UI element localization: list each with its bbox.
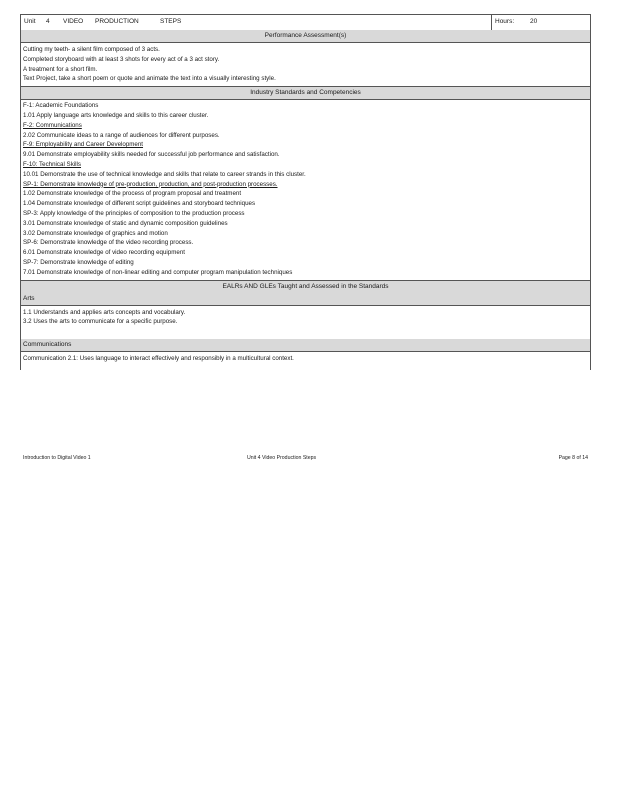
standard-foundation: F-1: Academic Foundations	[23, 102, 99, 110]
unit-table	[20, 14, 591, 370]
footer-course: Introduction to Digital Video 1	[23, 455, 91, 461]
standard-item: 9.01 Demonstrate employability skills needed for successful job performance and satisfaction.	[23, 151, 280, 159]
ealr-item: Communication 2.1: Uses language to interact effectively and responsibly in a multicultural context.	[23, 354, 294, 362]
standard-sp: SP-1: Demonstrate knowledge of pre-production, production, and post-production processes.	[23, 180, 278, 188]
arts-list	[21, 305, 590, 339]
performance-item: A treatment for a short film.	[23, 65, 98, 73]
unit-header-row	[21, 15, 590, 30]
standard-item: 10.01 Demonstrate the use of technical knowledge and skills that relate to career strands in this cluster.	[23, 170, 306, 178]
standard-foundation: F-10: Technical Skills	[23, 160, 82, 168]
unit-title-word-2: PRODUCTION	[95, 18, 139, 25]
hours-cell	[491, 15, 592, 30]
ealr-item: 1.1 Understands and applies arts concepts and vocabulary.	[23, 308, 186, 316]
performance-item: Completed storyboard with at least 3 shots for every act of a 3 act story.	[23, 55, 220, 63]
standard-item: 3.02 Demonstrate knowledge of graphics and motion	[23, 229, 168, 237]
standard-item: 1.04 Demonstrate knowledge of different script guidelines and storyboard techniques	[23, 200, 256, 208]
footer-page-number: Page 8 of 14	[558, 455, 588, 461]
standard-item: 1.01 Apply language arts knowledge and skills to this career cluster.	[23, 111, 209, 119]
hours-label: Hours:	[495, 18, 515, 25]
hours-value: 20	[530, 18, 538, 25]
standard-item: 6.01 Demonstrate knowledge of video recording equipment	[23, 249, 186, 257]
industry-list	[21, 100, 590, 279]
performance-list	[21, 43, 590, 86]
performance-item: Cutting my teeth- a silent film composed of 3 acts.	[23, 46, 160, 53]
unit-label: Unit	[24, 18, 36, 25]
standard-item: 1.02 Demonstrate knowledge of the process of program proposal and treatment	[23, 190, 242, 198]
communications-heading: Communications	[21, 339, 590, 352]
arts-heading: Arts	[21, 293, 590, 305]
performance-heading: Performance Assessment(s)	[21, 30, 590, 43]
document-page	[20, 14, 591, 370]
standard-foundation: F-9: Employability and Career Development	[23, 141, 144, 149]
footer-unit: Unit 4 Video Production Steps	[247, 455, 317, 461]
unit-title-word-1: VIDEO	[63, 18, 84, 25]
standard-item: 3.01 Demonstrate knowledge of static and dynamic composition guidelines	[23, 219, 228, 227]
standard-item: 2.02 Communicate ideas to a range of audiences for different purposes.	[23, 131, 220, 139]
unit-title-word-3: STEPS	[160, 18, 182, 25]
performance-item: Text Project, take a short poem or quote and animate the text into a visually interesting style.	[23, 75, 276, 83]
standard-sp: SP-7: Demonstrate knowledge of editing	[23, 258, 134, 266]
standard-sp: SP-6: Demonstrate knowledge of the video recording process.	[23, 239, 194, 247]
industry-heading: Industry Standards and Competencies	[21, 86, 590, 100]
ealrs-heading: EALRs AND GLEs Taught and Assessed in the Standards	[21, 280, 590, 293]
standard-sp: SP-3: Apply knowledge of the principles of composition to the production process	[23, 209, 245, 217]
standard-foundation: F-2: Communications	[23, 121, 82, 129]
unit-number: 4	[46, 18, 50, 25]
communications-list	[21, 352, 590, 370]
standard-item: 7.01 Demonstrate knowledge of non-linear editing and computer program manipulation techniques	[23, 268, 293, 276]
ealr-item: 3.2 Uses the arts to communicate for a specific purpose.	[23, 318, 178, 326]
